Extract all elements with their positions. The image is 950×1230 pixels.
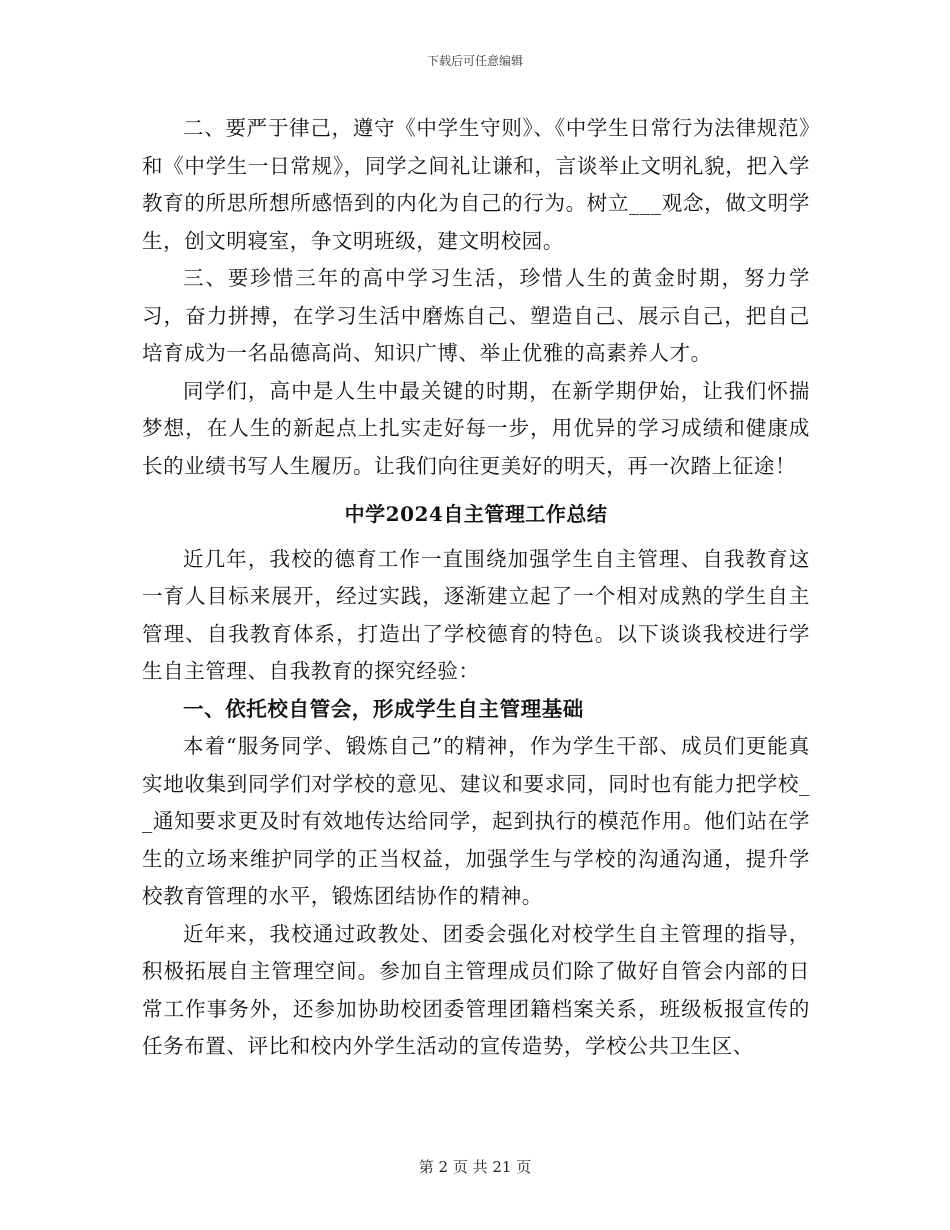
page-footer: 第 2 页 共 21 页 [418, 1158, 532, 1176]
paragraph-intro: 近几年，我校的德育工作一直围绕加强学生自主管理、自我教育这一育人目标来展开，经过实践，逐渐建立起了一个相对成熟的学生自主管理、自我教育体系，打造出了学校德育的特色。以下谈谈我校进行学生自主管理、自我教育的探究经验： [142, 546, 810, 683]
document-title: 中学2024自主管理工作总结 [344, 502, 608, 526]
paragraph-rule-2: 二、要严于律己，遵守《中学生守则》、《中学生日常行为法律规范》和《中学生一日常规》，同学之间礼让谦和，言谈举止文明礼貌，把入学教育的所思所想所感悟到的内化为自己的行为。树立___观念，做文明学生，创文明寝室，争文明班级，建文明校园。 [142, 116, 810, 253]
paragraph-rule-3: 三、要珍惜三年的高中学习生活，珍惜人生的黄金时期，努力学习，奋力拼搏，在学习生活中磨炼自己、塑造自己、展示自己，把自己培育成为一名品德高尚、知识广博、举止优雅的高素养人才。 [142, 266, 810, 365]
paragraph-section1-a: 本着“服务同学、锻炼自己”的精神，作为学生干部、成员们更能真实地收集到同学们对学校的意见、建议和要求同，同时也有能力把学校__通知要求更及时有效地传达给同学，起到执行的模范作用。他们站在学生的立场来维护同学的正当权益，加强学生与学校的沟通沟通，提升学校教育管理的水平，锻炼团结协作的精神。 [142, 734, 810, 908]
page-header: 下载后可任意编辑 [426, 54, 523, 68]
document-body [142, 110, 810, 1066]
paragraph-closing: 同学们，高中是人生中最关键的时期，在新学期伊始，让我们怀揣梦想，在人生的新起点上扎实走好每一步，用优异的学习成绩和健康成长的业绩书写人生履历。让我们向往更美好的明天，再一次踏上征途！ [142, 378, 810, 478]
section-heading: 一、依托校自管会，形成学生自主管理基础 [183, 696, 584, 721]
paragraph-section1-b: 近年来，我校通过政教处、团委会强化对校学生自主管理的指导，积极拓展自主管理空间。参加自主管理成员们除了做好自管会内部的日常工作事务外，还参加协助校团委管理团籍档案关系，班级板报宣传的任务布置、评比和校内外学生活动的宣传造势，学校公共卫生区、 [142, 921, 810, 1058]
